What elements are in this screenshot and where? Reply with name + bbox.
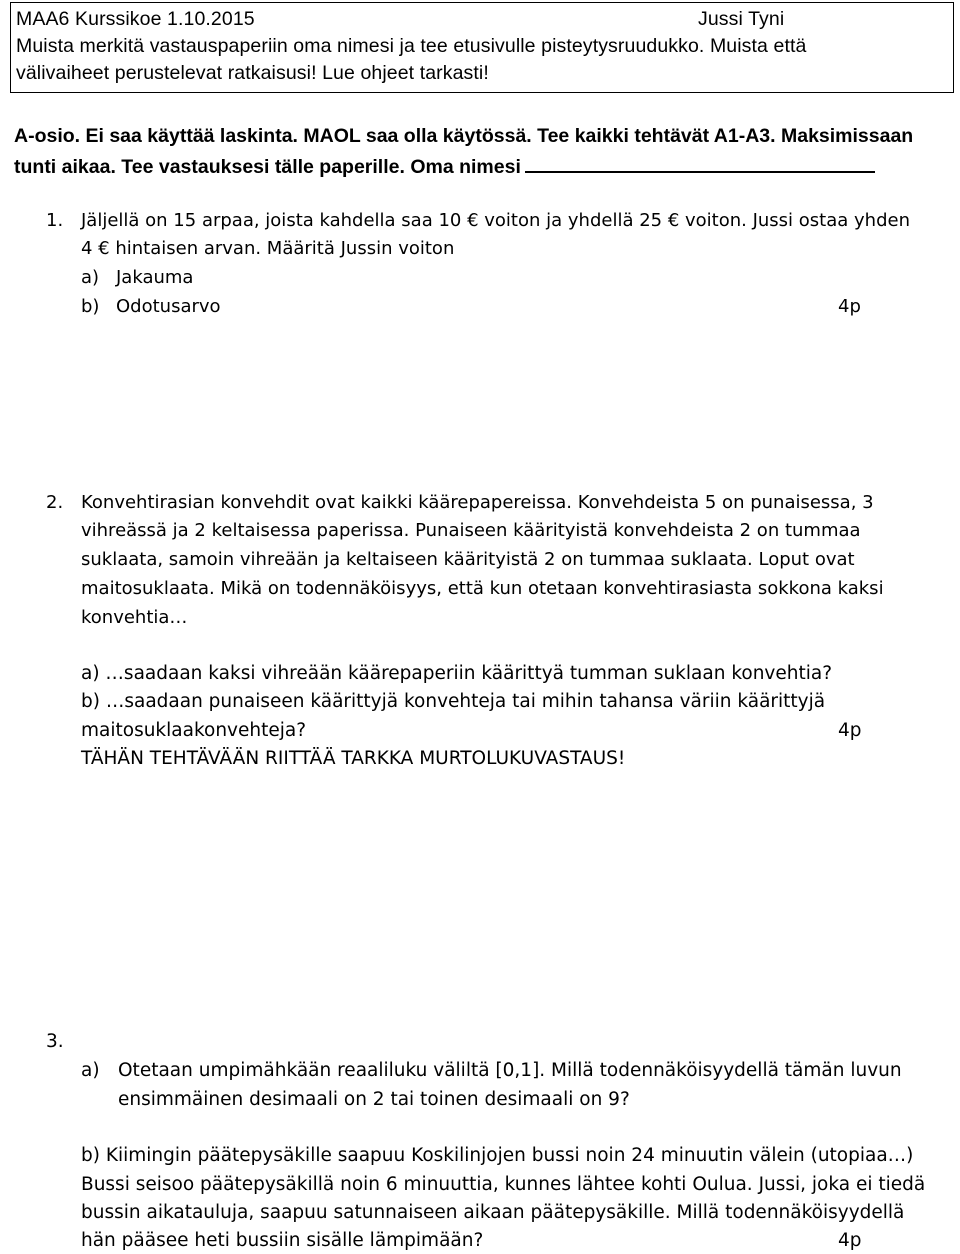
q2-text-line-3: suklaata, samoin vihreään ja keltaiseen käärityistä 2 on tummaa suklaata. Loput ovat: [81, 549, 855, 570]
q3-b-line-3: bussin aikatauluja, saapuu satunnaiseen aikaan päätepysäkille. Millä todennäköisyydellä: [81, 1202, 905, 1223]
q1-points: 4p: [838, 296, 861, 317]
q1-text-line-1: Jäljellä on 15 arpaa, joista kahdella saa 10 € voiton ja yhdellä 25 € voiton. Jussi ostaa yhden: [81, 210, 910, 231]
q3-b-line-1: b) Kiimingin päätepysäkille saapuu Koskilinjojen bussi noin 24 minuutin välein (utopiaa…): [81, 1145, 914, 1166]
q2-text-line-2: vihreässä ja 2 keltaisessa paperissa. Punaiseen käärityistä konvehdeista 2 on tummaa: [81, 520, 861, 541]
q1-b-text: Odotusarvo: [116, 296, 221, 317]
q3-b-line-2: Bussi seisoo päätepysäkillä noin 6 minuuttia, kunnes lähtee kohti Oulua. Jussi, joka ei tiedä: [81, 1174, 926, 1195]
q3-a-label: a): [81, 1060, 100, 1081]
q2-points: 4p: [838, 720, 862, 741]
q2-text-line-1: Konvehtirasian konvehdit ovat kaikki käärepapereissa. Konvehdeista 5 on punaisessa, 3: [81, 492, 874, 513]
q2-part-a: a) …saadaan kaksi vihreään käärepaperiin käärittyä tumman suklaan konvehtia?: [81, 663, 833, 684]
header-instruction-line-2: välivaiheet perustelevat ratkaisusi! Lue ohjeet tarkasti!: [16, 62, 489, 84]
section-instructions-line-1: A-osio. Ei saa käyttää laskinta. MAOL saa olla käytössä. Tee kaikki tehtävät A1-A3. Maksimissaan: [14, 125, 914, 147]
q1-b-label: b): [81, 296, 100, 317]
course-title: MAA6 Kurssikoe 1.10.2015: [16, 8, 255, 30]
q2-number: 2.: [46, 492, 64, 513]
section-instructions-line-2: [14, 153, 875, 179]
q2-part-b-line-1: b) …saadaan punaiseen käärittyjä konvehteja tai mihin tahansa väriin käärittyjä: [81, 691, 826, 712]
q1-number: 1.: [46, 210, 64, 231]
q3-b-line-4: hän pääsee heti bussiin sisälle lämpimään?: [81, 1230, 484, 1251]
name-blank-line[interactable]: [525, 153, 875, 173]
q1-a-label: a): [81, 267, 100, 288]
q3-points: 4p: [838, 1230, 862, 1251]
header-instruction-line-1: Muista merkitä vastauspaperiin oma nimesi ja tee etusivulle pisteytysruudukko. Muista että: [16, 35, 807, 57]
q2-text-line-4: maitosuklaata. Mikä on todennäköisyys, että kun otetaan konvehtirasiasta sokkona kaksi: [81, 578, 884, 599]
instructions-text: tunti aikaa. Tee vastauksesi tälle paperille. Oma nimesi: [14, 156, 521, 178]
q3-a-line-1: Otetaan umpimähkään reaaliluku väliltä [0,1]. Millä todennäköisyydellä tämän luvun: [118, 1060, 902, 1081]
q2-text-line-5: konvehtia…: [81, 607, 188, 628]
q2-note: TÄHÄN TEHTÄVÄÄN RIITTÄÄ TARKKA MURTOLUKUVASTAUS!: [81, 748, 626, 769]
q1-text-line-2: 4 € hintaisen arvan. Määritä Jussin voiton: [81, 238, 455, 259]
teacher-name: Jussi Tyni: [698, 8, 785, 30]
q2-part-b-line-2: maitosuklaakonvehteja?: [81, 720, 307, 741]
q3-a-line-2: ensimmäinen desimaali on 2 tai toinen desimaali on 9?: [118, 1089, 630, 1110]
q3-number: 3.: [46, 1031, 64, 1052]
q1-a-text: Jakauma: [116, 267, 194, 288]
